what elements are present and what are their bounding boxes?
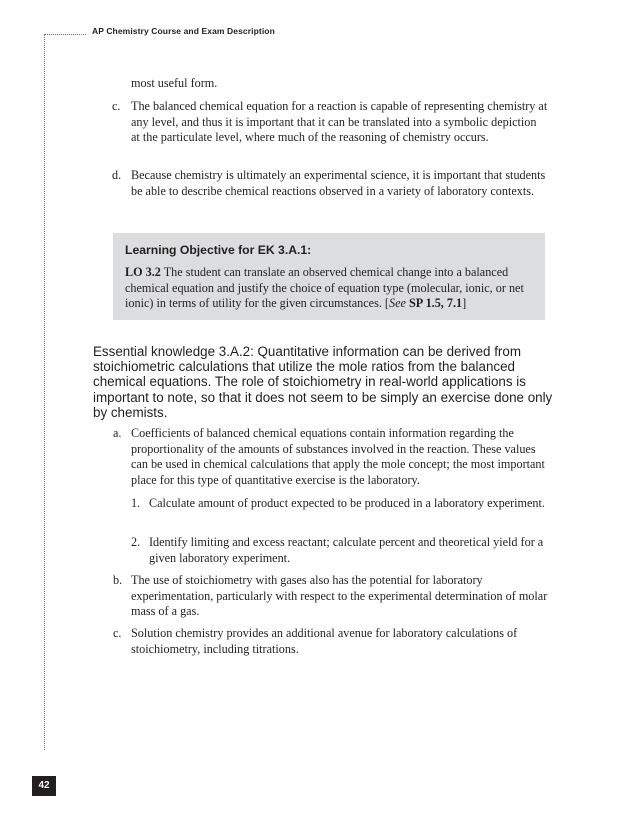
lo-code: LO 3.2	[125, 265, 161, 279]
learning-objective-box	[113, 233, 545, 320]
running-header: AP Chemistry Course and Exam Description	[92, 26, 275, 36]
list-item-text: Identify limiting and excess reactant; calculate percent and theoretical yield for a given laboratory experiment.	[149, 535, 544, 565]
list-item-text: Solution chemistry provides an additional avenue for laboratory calculations of stoichiometry, including titrations.	[131, 626, 518, 656]
list-item-text: Calculate amount of product expected to be produced in a laboratory experiment.	[149, 496, 545, 510]
lo-science-practices: SP 1.5, 7.1	[408, 296, 463, 310]
margin-dotted-rule	[44, 34, 45, 750]
list-item-text: Because chemistry is ultimately an experimental science, it is important that students be able to describe chemical reactions observed in a variety of laboratory contexts.	[131, 168, 546, 198]
list-item-text: Coefficients of balanced chemical equations contain information regarding the proportionality of the amounts of substances involved in the reaction. These values can be used in chemical calculations that apply the mole concept; the most important place for this type of quantitative exercise is the laboratory.	[131, 426, 545, 487]
page-number: 42	[32, 776, 56, 796]
list-item	[113, 426, 549, 488]
list-marker: 2.	[131, 535, 141, 549]
list-item	[112, 99, 548, 146]
list-item-text: The use of stoichiometry with gases also has the potential for laboratory experimentation, particularly with respect to the experimental determination of molar mass of a gas.	[131, 573, 548, 618]
essential-knowledge-statement: Essential knowledge 3.A.2: Quantitative information can be derived from stoichiometric calculations that utilize the mole ratios from the balanced chemical equations. The role of stoichiometry in real-world applications is important to note, so that it does not seem to be simply an exercise done only by chemists.	[93, 344, 553, 420]
list-marker: c.	[113, 626, 122, 640]
lo-see: See	[389, 296, 406, 310]
sub-list-item	[131, 535, 551, 566]
list-marker: a.	[113, 426, 122, 440]
learning-objective-text	[125, 265, 537, 312]
learning-objective-heading: Learning Objective for EK 3.A.1:	[125, 243, 312, 257]
list-marker: d.	[112, 168, 122, 182]
list-marker: c.	[112, 99, 121, 113]
sub-list-item	[131, 496, 551, 512]
list-item	[112, 168, 548, 199]
lo-statement: The student can translate an observed chemical change into a balanced chemical equation and justify the choice of equation type (molecular, ionic, or net ionic) in terms of utility for the given circumstances. [	[125, 265, 524, 310]
list-item	[113, 573, 549, 620]
continuation-text: most useful form.	[131, 76, 218, 90]
list-item	[113, 626, 549, 657]
list-item-text: The balanced chemical equation for a reaction is capable of representing chemistry at any level, and thus it is important that it can be translated into a symbolic depiction at the particulate level, where much of the reasoning of chemistry occurs.	[131, 99, 548, 144]
list-marker: b.	[113, 573, 123, 587]
list-marker: 1.	[131, 496, 141, 510]
header-dotted-rule	[44, 34, 86, 35]
lo-close-bracket: ]	[462, 296, 467, 310]
